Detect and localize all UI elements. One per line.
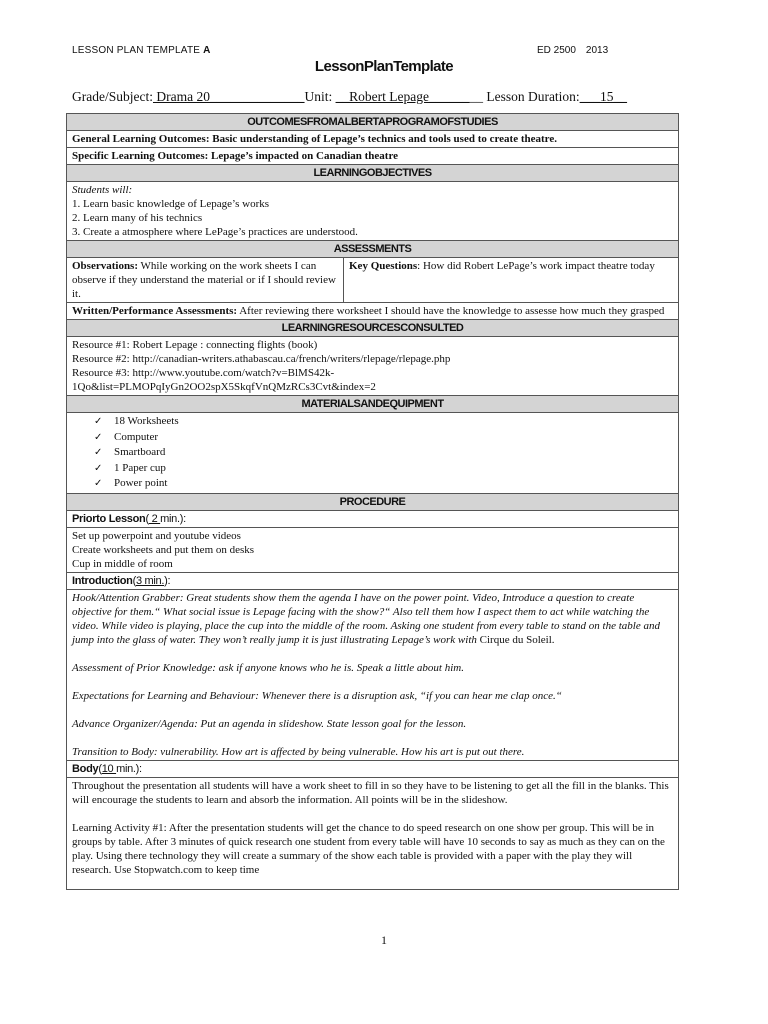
page-title: LessonPlanTemplate [314,58,454,75]
grade-value: Drama 20______________ [152,89,305,104]
check-icon: ✓ [94,478,103,489]
lesson-plan-table [66,113,679,890]
prior-to-lesson-heading: Priorto Lesson( 2 min.): [67,510,679,527]
section-assessments: ASSESSMENTS [67,241,679,258]
objective-item: 1. Learn basic knowledge of Lepage’s works [72,198,270,210]
list-item: ✓ Smartboard [94,445,673,461]
section-materials: MATERIALSANDEQUIPMENT [67,396,679,413]
key-questions-label: Key Questions [349,260,418,272]
observations-cell [67,258,344,303]
observations-label: Observations: [72,260,138,272]
unit-tail: __ [469,89,483,104]
check-icon: ✓ [94,462,103,474]
check-icon: ✓ [94,416,103,427]
general-outcomes: General Learning Outcomes: Basic understanding of Lepage’s technics and tools used to create theatre. [67,131,679,148]
lesson-meta [72,89,627,105]
duration-label: Lesson Duration: [482,89,580,104]
list-item: ✓ 1 Paper cup [94,461,673,477]
check-icon: ✓ [94,431,103,443]
introduction-heading: Introduction(3 min.): [67,572,679,589]
resource-link[interactable]: Resource #2: http://canadian-writers.athabascau.ca/french/writers/rlepage/rlepage.php [72,353,451,365]
materials-cell [67,413,679,494]
body-paragraph: Throughout the presentation all students will have a work sheet to fill in so they have to be listening to get all the fill in the blanks. This will encourage the students to learn and absorb the information. All points will be in the slideshow. [72,779,669,806]
header-course [537,45,618,56]
written-assessment-label: Written/Performance Assessments: [72,305,238,317]
observations-text: While working on the work sheets I can observe if they understand the material or if I should review it. [72,260,336,300]
resource-link[interactable]: Resource #3: http://www.youtube.com/watch?v=BlMS42k- [72,367,335,379]
body-heading: Body(10 min.): [67,760,679,777]
transition-paragraph: Transition to Body: vulnerability. How art is affected by being vulnerable. How his art is put out there. [72,745,525,758]
prior-knowledge-paragraph: Assessment of Prior Knowledge: ask if anyone knows who he is. Speak a little about him. [72,661,464,674]
duration-value: ___15__ [579,89,627,104]
list-item: ✓ 18 Worksheets [94,414,673,430]
body-cell [67,777,679,889]
materials-list [72,414,673,492]
course-code: ED 2500 [537,45,576,56]
template-letter: A [203,45,211,56]
expectations-paragraph: Expectations for Learning and Behaviour: Whenever there is a disruption ask, “if you can hear me clap once.“ [72,689,562,702]
prior-step: Create worksheets and put them on desks [72,543,255,556]
page-number: 1 [381,933,387,947]
unit-label: Unit: [304,89,336,104]
resources-cell [67,337,679,396]
list-item: ✓ Computer [94,430,673,446]
learning-activity-paragraph: Learning Activity #1: After the presentation students will get the chance to do speed research on one show per group. This will be in groups by table. After 3 minutes of quick research one student from every table will have 10 seconds to say as much as they can on the play. Using there technology they will create a summary of the show each table is provided with a paper with the play they will research. Use Stopwatch.com to keep time [72,821,665,876]
key-questions-text: : How did Robert LePage’s work impact theatre today [417,260,655,272]
prior-step: Cup in middle of room [72,557,173,570]
check-icon: ✓ [94,447,103,458]
section-resources: LEARNINGRESOURCESCONSULTED [67,320,679,337]
list-item: ✓ Power point [94,476,673,492]
section-outcomes: OUTCOMESFROMALBERTAPROGRAMOFSTUDIES [67,114,679,131]
key-questions-cell [344,258,679,303]
resource-link-continued[interactable]: 1Qo&list=PLMOPqIyGn2OO2spX5SkqfVnQMzRCs3Cvt&index=2 [72,381,376,393]
objective-item: 2. Learn many of his technics [72,212,203,224]
hook-paragraph: Hook/Attention Grabber: Great students show them the agenda I have on the power point. Video, Introduce a question to create objective for them.“ What social issue is Lepage facing with the show?“ Also tell them how I aspect them to act while watching the video. While video is playing, place the cup into the middle of the room. Asking one student from every table to stand on the table and jump into the glass of water. They won’t really jump it is just illustrating Lepage’s work with Cirque du Soleil. [72,591,660,646]
prior-step: Set up powerpoint and youtube videos [72,529,241,542]
header-template-label: LESSON PLAN TEMPLATE A [72,45,211,56]
written-assessment-cell [67,303,679,320]
section-objectives: LEARNINGOBJECTIVES [67,165,679,182]
unit-value: __Robert Lepage______ [335,89,470,104]
course-year: 2013 [585,45,609,56]
organizer-paragraph: Advance Organizer/Agenda: Put an agenda in slideshow. State lesson goal for the lesson. [72,717,467,730]
written-assessment-text: After reviewing there worksheet I should have the knowledge to assesse how much they grasped [237,305,665,317]
objective-item: 3. Create a atmosphere where LePage’s practices are understood. [72,226,358,238]
section-procedure: PROCEDURE [67,493,679,510]
introduction-cell [67,589,679,760]
resource-item: Resource #1: Robert Lepage : connecting flights (book) [72,339,318,351]
grade-label: Grade/Subject: [72,89,153,104]
prior-to-lesson-cell [67,527,679,572]
specific-outcomes: Specific Learning Outcomes: Lepage’s impacted on Canadian theatre [67,148,679,165]
objectives-intro: Students will: [72,184,133,196]
objectives-cell [67,182,679,241]
